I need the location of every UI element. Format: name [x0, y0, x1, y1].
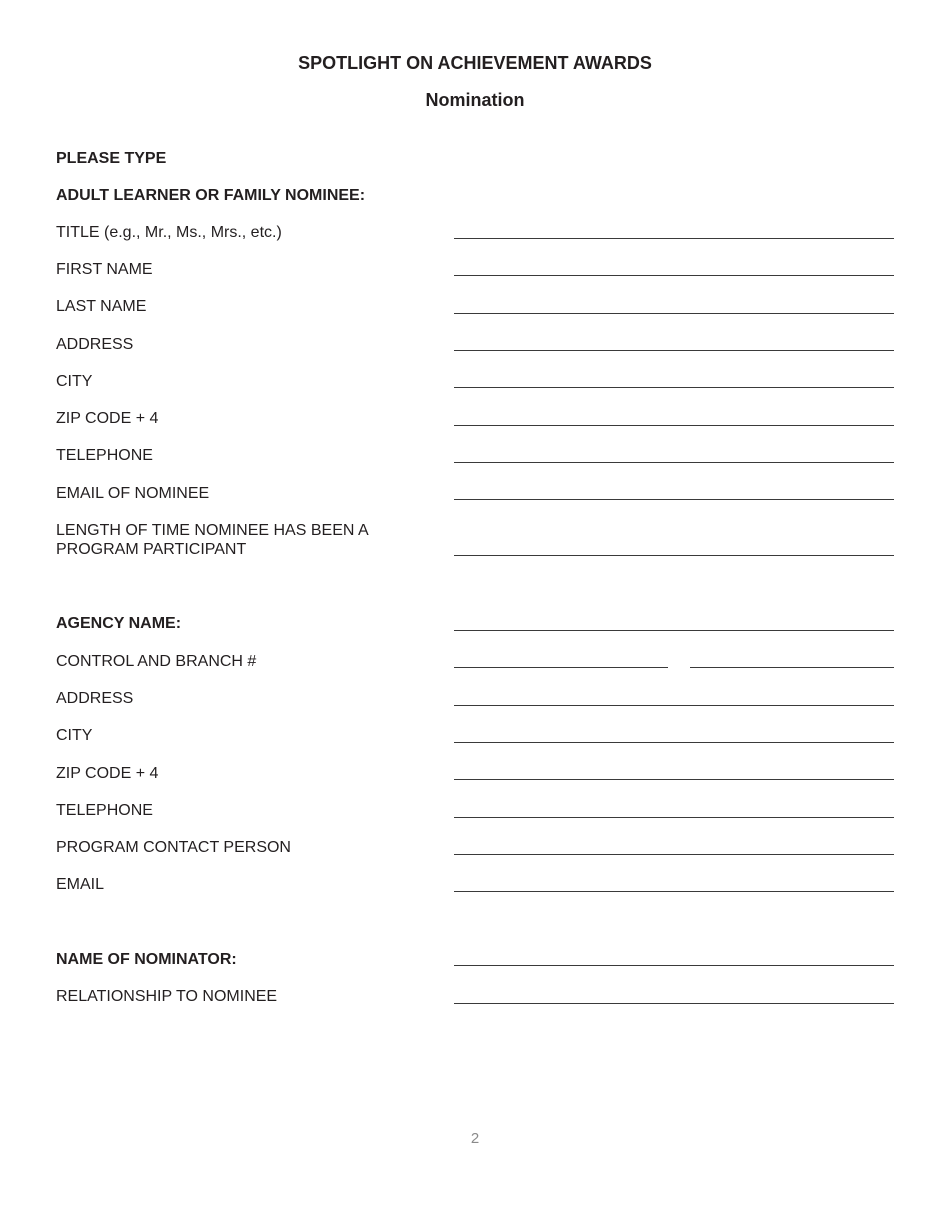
agency-address-field[interactable] [454, 705, 894, 706]
contact-person-field[interactable] [454, 854, 894, 855]
nominee-telephone-field[interactable] [454, 462, 894, 463]
control-number-field[interactable] [454, 667, 668, 668]
form-title: SPOTLIGHT ON ACHIEVEMENT AWARDS [298, 53, 652, 73]
first-name-label: FIRST NAME [56, 261, 153, 278]
agency-address-label: ADDRESS [56, 690, 134, 707]
nominee-city-label: CITY [56, 373, 93, 390]
agency-city-field[interactable] [454, 742, 894, 743]
first-name-field[interactable] [454, 275, 894, 276]
nominee-email-label: EMAIL OF NOMINEE [56, 485, 210, 502]
agency-telephone-field[interactable] [454, 817, 894, 818]
agency-city-label: CITY [56, 727, 93, 744]
page-number: 2 [470, 1130, 480, 1147]
control-branch-label: CONTROL AND BRANCH # [56, 653, 257, 670]
participation-length-field[interactable] [454, 555, 894, 556]
nominee-telephone-label: TELEPHONE [56, 447, 153, 464]
nominee-address-label: ADDRESS [56, 336, 134, 353]
participation-length-label-line2: PROGRAM PARTICIPANT [56, 541, 247, 558]
last-name-label: LAST NAME [56, 298, 147, 315]
nominee-zip-label: ZIP CODE + 4 [56, 410, 159, 427]
agency-zip-label: ZIP CODE + 4 [56, 765, 159, 782]
branch-number-field[interactable] [690, 667, 894, 668]
agency-name-field[interactable] [454, 630, 894, 631]
agency-zip-field[interactable] [454, 779, 894, 780]
agency-email-label: EMAIL [56, 876, 105, 893]
form-subtitle: Nomination [425, 90, 525, 110]
agency-email-field[interactable] [454, 891, 894, 892]
contact-person-label: PROGRAM CONTACT PERSON [56, 839, 291, 856]
nominee-zip-field[interactable] [454, 425, 894, 426]
nominee-title-field[interactable] [454, 238, 894, 239]
relationship-field[interactable] [454, 1003, 894, 1004]
nominator-name-label: NAME OF NOMINATOR: [56, 951, 237, 968]
participation-length-label-line1: LENGTH OF TIME NOMINEE HAS BEEN A [56, 522, 369, 539]
last-name-field[interactable] [454, 313, 894, 314]
nominee-address-field[interactable] [454, 350, 894, 351]
nominee-section-heading: ADULT LEARNER OR FAMILY NOMINEE: [56, 187, 366, 204]
nominator-name-field[interactable] [454, 965, 894, 966]
please-type-instruction: PLEASE TYPE [56, 150, 167, 167]
nominee-title-label: TITLE (e.g., Mr., Ms., Mrs., etc.) [56, 224, 282, 241]
agency-telephone-label: TELEPHONE [56, 802, 153, 819]
agency-name-label: AGENCY NAME: [56, 615, 182, 632]
nominee-email-field[interactable] [454, 499, 894, 500]
relationship-label: RELATIONSHIP TO NOMINEE [56, 988, 278, 1005]
nominee-city-field[interactable] [454, 387, 894, 388]
